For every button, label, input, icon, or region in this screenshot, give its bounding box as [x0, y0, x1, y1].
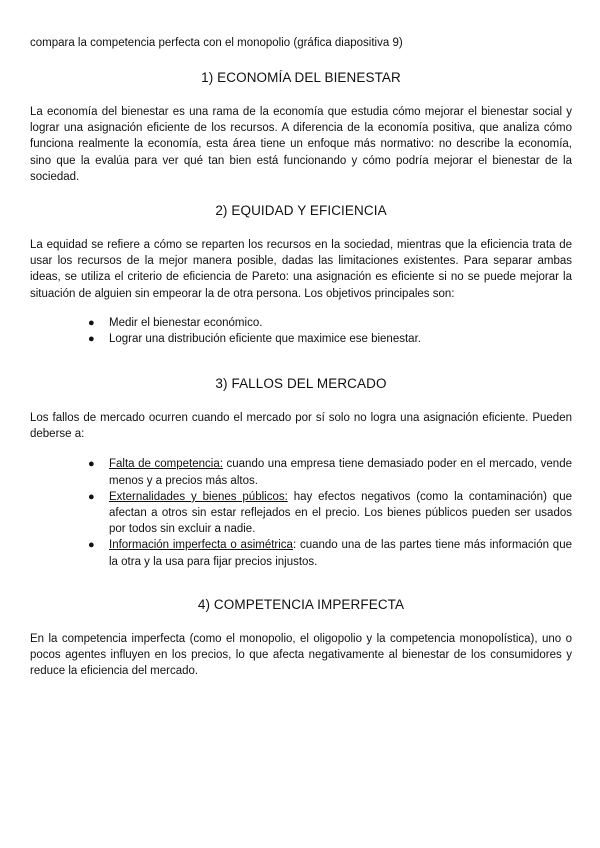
section-paragraph: La equidad se refiere a cómo se reparten los recursos en la sociedad, mientras que la eficiencia trata de usar los recursos de la mejor manera posible, dadas las limitaciones existentes. Para separar ambas ideas, se utiliza el criterio de eficiencia de Pareto: una asignación es eficiente si no se puede mejorar la situación de alguien sin empeorar la de otra persona. Los objetivos principales son:	[30, 239, 572, 300]
section-heading: 4) COMPETENCIA IMPERFECTA	[197, 597, 405, 612]
section-heading: 1) ECONOMÍA DEL BIENESTAR	[201, 70, 401, 85]
section-paragraph: En la competencia imperfecta (como el monopolio, el oligopolio y la competencia monopolística), uno o pocos agentes influyen en los precios, lo que afecta negativamente al bienestar de los consumidores y reduce la eficiencia del mercado.	[30, 633, 572, 678]
section-paragraph: La economía del bienestar es una rama de la economía que estudia cómo mejorar el bienestar social y lograr una asignación eficiente de los recursos. A diferencia de la economía positiva, que analiza cómo funciona realmente la economía, esta área tiene un enfoque más normativo: no describe la economía, sino que la evalúa para ver qué tan bien está funcionando y cómo podría mejorar el bienestar de la sociedad.	[30, 106, 572, 183]
section-fallos-mercado	[30, 375, 572, 570]
bullet-icon: ●	[88, 539, 95, 552]
list-item	[30, 315, 572, 331]
bullet-icon: ●	[88, 333, 95, 346]
bullet-icon: ●	[88, 458, 95, 471]
section-heading: 3) FALLOS DEL MERCADO	[215, 376, 387, 391]
section-equidad-eficiencia	[30, 202, 572, 347]
section-paragraph: Los fallos de mercado ocurren cuando el mercado por sí solo no logra una asignación eficiente. Pueden deberse a:	[30, 412, 572, 441]
list-item-text: cuando una empresa tiene demasiado poder en el mercado, vende menos y a precios más altos.	[109, 458, 572, 487]
list-item-text: Lograr una distribución eficiente que maximice ese bienestar.	[109, 333, 421, 346]
top-note: compara la competencia perfecta con el monopolio (gráfica diapositiva 9)	[30, 37, 403, 49]
list-item-term: Información imperfecta o asimétrica	[109, 539, 293, 552]
list-item-term: Falta de competencia:	[109, 458, 223, 471]
list-item	[30, 331, 572, 347]
list-item	[30, 537, 572, 569]
bullet-icon: ●	[88, 490, 95, 503]
list-item-term: Externalidades y bienes públicos:	[109, 490, 288, 503]
list-item-text: Medir el bienestar económico.	[109, 316, 263, 329]
section-economia-bienestar	[30, 69, 572, 185]
list-item	[30, 456, 572, 488]
section-heading: 2) EQUIDAD Y EFICIENCIA	[215, 203, 387, 218]
section-competencia-imperfecta	[30, 596, 572, 680]
list-item-text: hay efectos negativos (como la contaminación) que afectan a otros sin estar reflejados en el precio. Los bienes públicos pueden ser usados por todos sin excluir a nadie.	[109, 490, 572, 536]
list-item-text: : cuando una de las partes tiene más información que la otra y la usa para fijar precios injustos.	[109, 539, 572, 568]
bullet-icon: ●	[88, 316, 95, 329]
list-item	[30, 489, 572, 538]
objectives-list	[30, 315, 572, 347]
market-failures-list	[30, 456, 572, 569]
